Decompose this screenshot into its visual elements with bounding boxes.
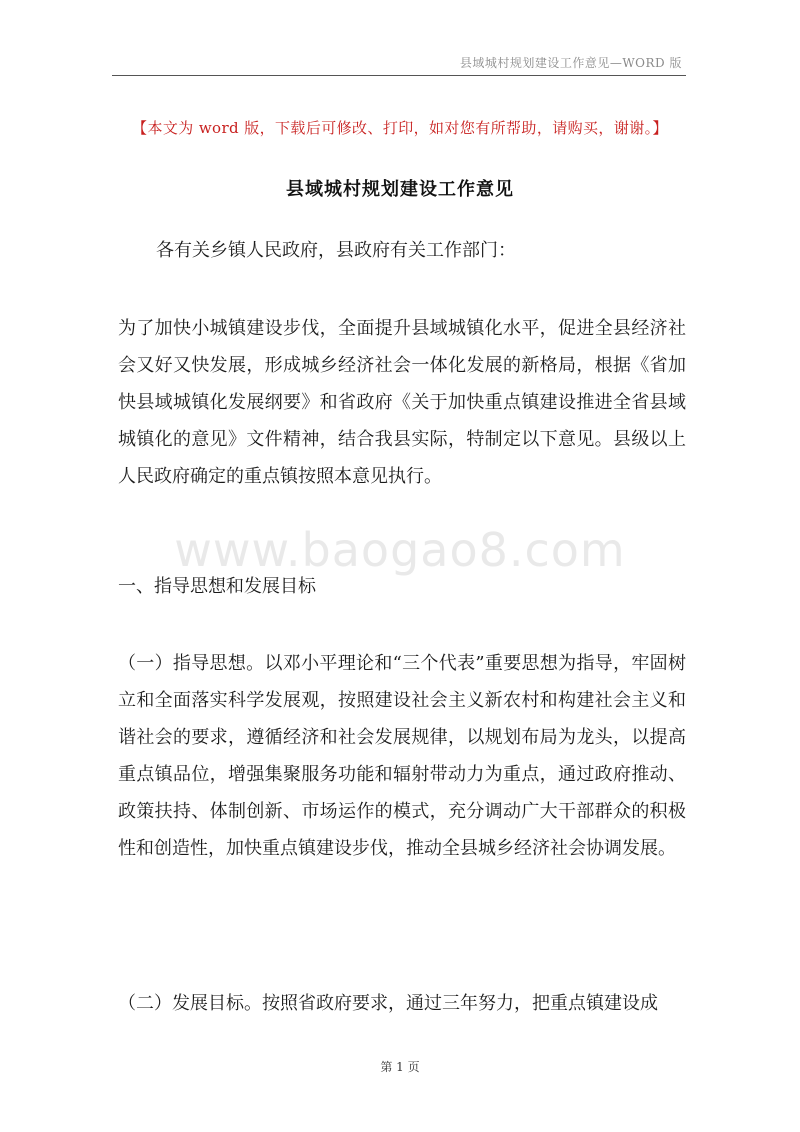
paragraph-intro: 为了加快小城镇建设步伐，全面提升县域城镇化水平，促进全县经济社会又好又快发展，形成城乡经济社会一体化发展的新格局，根据《省加快县域城镇化发展纲要》和省政府《关于加快重点镇建设推进全省县域城镇化的意见》文件精神，结合我县实际，特制定以下意见。县级以上人民政府确定的重点镇按照本意见执行。 — [118, 318, 686, 487]
header-divider — [112, 75, 686, 76]
purchase-notice: 【本文为 word 版，下载后可修改、打印，如对您有所帮助，请购买，谢谢。】 — [132, 119, 668, 137]
page-number: 第 1 页 — [380, 1060, 420, 1074]
paragraph-guiding-ideology: （一）指导思想。以邓小平理论和“三个代表”重要思想为指导，牢固树立和全面落实科学发展观，按照建设社会主义新农村和构建社会主义和谐社会的要求，遵循经济和社会发展规律，以规划布局为龙头，以提高重点镇品位，增强集聚服务功能和辐射带动力为重点，通过政府推动、政策扶持、体制创新、市场运作的模式，充分调动广大干部群众的积极性和创造性，加快重点镇建设步伐，推动全县城乡经济社会协调发展。 — [118, 653, 686, 859]
document-title: 县域城村规划建设工作意见 — [286, 179, 514, 200]
paragraph-development-goals: （二）发展目标。按照省政府要求，通过三年努力，把重点镇建设成 — [118, 993, 658, 1014]
section-heading: 一、指导思想和发展目标 — [118, 576, 316, 597]
watermark: www.baogao8.com — [174, 523, 626, 577]
running-title: 县域城村规划建设工作意见—WORD 版 — [459, 56, 682, 70]
salutation: 各有关乡镇人民政府，县政府有关工作部门： — [156, 240, 516, 261]
